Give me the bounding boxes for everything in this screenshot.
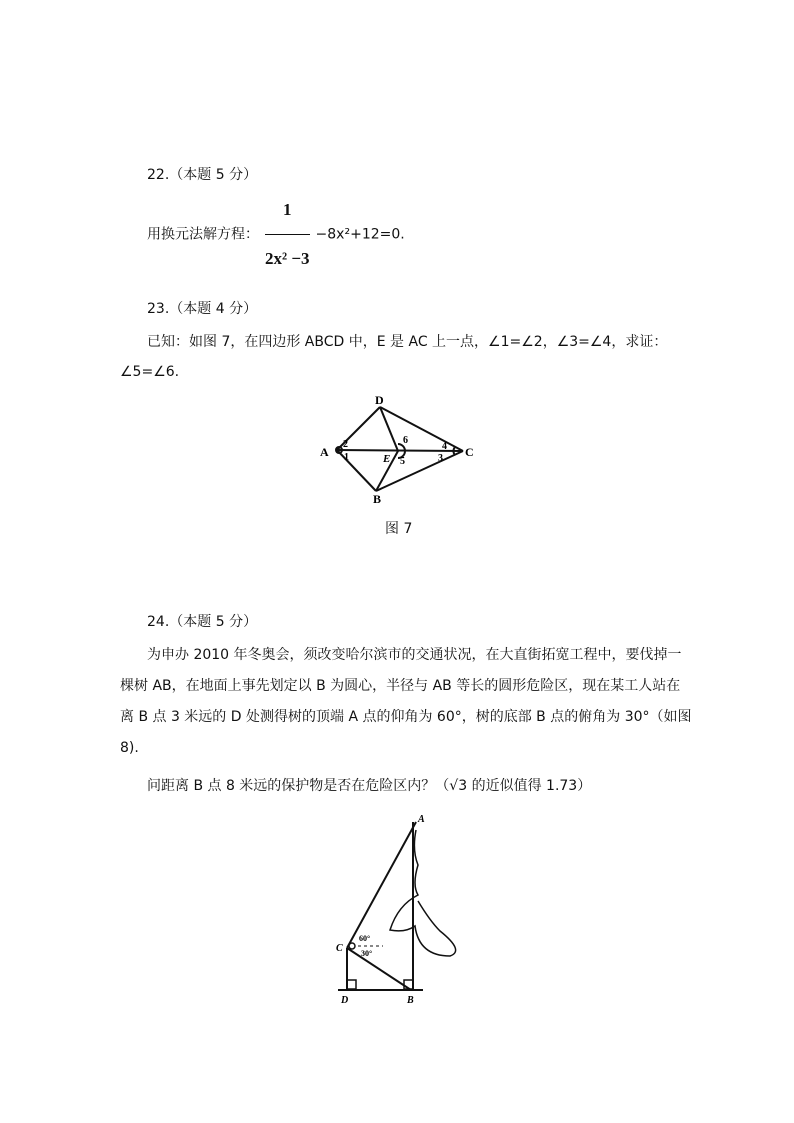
angle-2: 2 (343, 439, 348, 450)
fraction-numerator: 1 (265, 188, 310, 235)
label-D: D (341, 995, 349, 1006)
fraction-denominator: 2x² −3 (265, 249, 310, 268)
q22-equation (147, 188, 405, 281)
angle-60: 60° (359, 934, 371, 943)
figure-7-caption: 图 7 (385, 521, 413, 537)
label-A: A (418, 814, 425, 825)
q24-question: 问距离 B 点 8 米远的保护物是否在危险区内？（√3 的近似值得 1.73） (147, 778, 592, 794)
angle-1: 1 (344, 452, 349, 463)
label-C: C (336, 943, 343, 954)
label-E: E (383, 453, 391, 465)
angle-6: 6 (403, 435, 408, 446)
q22-prompt: 用换元法解方程： (147, 226, 259, 243)
label-D: D (375, 393, 384, 407)
angle-30: 30° (361, 949, 373, 958)
q24-line3: 离 B 点 3 米远的 D 处测得树的顶端 A 点的仰角为 60°，树的底部 B 点的俯角为 30°（如图 (120, 709, 692, 725)
q23-line1: 已知：如图 7，在四边形 ABCD 中，E 是 AC 上一点，∠1=∠2，∠3=∠4，求证： (147, 334, 668, 350)
label-B: B (407, 995, 414, 1006)
angle-5: 5 (400, 456, 405, 467)
q23-heading: 23.（本题 4 分） (147, 301, 258, 317)
q22-rest: −8x²+12=0. (315, 226, 405, 243)
q23-line2: ∠5=∠6. (120, 364, 180, 380)
angle-3: 3 (438, 453, 443, 464)
angle-4: 4 (442, 441, 447, 452)
q24-line4: 8). (120, 740, 139, 756)
label-C: C (465, 445, 474, 459)
label-A: A (320, 445, 329, 459)
figure-7 (310, 390, 490, 510)
fraction (265, 188, 310, 281)
q24-line1: 为申办 2010 年冬奥会，须改变哈尔滨市的交通状况，在大直街拓宽工程中，要伐掉一 (147, 647, 682, 663)
q24-heading: 24.（本题 5 分） (147, 614, 258, 630)
figure-8 (320, 810, 480, 1010)
label-B: B (373, 492, 382, 506)
q22-heading: 22.（本题 5 分） (147, 167, 258, 183)
q24-line2: 棵树 AB，在地面上事先划定以 B 为圆心，半径与 AB 等长的圆形危险区，现在某工人站在 (120, 678, 681, 694)
